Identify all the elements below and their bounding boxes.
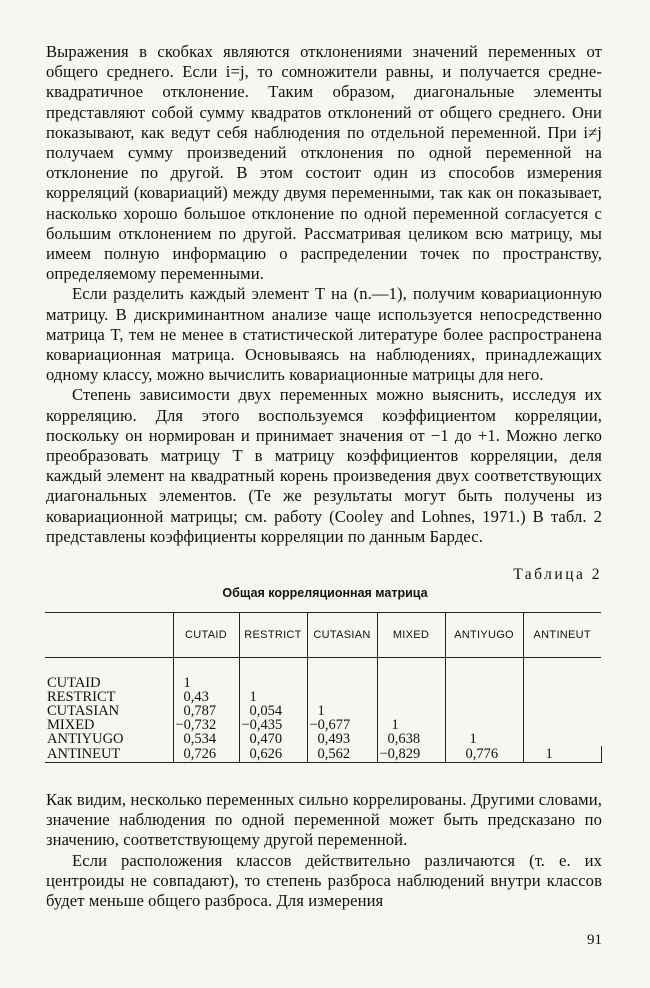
column-header: CUTASIAN	[307, 613, 377, 658]
table-cell: −0,435	[239, 718, 307, 732]
row-label: RESTRICT	[47, 689, 116, 705]
table-caption: Общая корреляционная матрица	[222, 586, 428, 600]
table-header-row	[45, 613, 601, 658]
table-cell: 0,470	[239, 732, 307, 746]
header-empty	[45, 613, 173, 658]
table-cell	[445, 718, 523, 732]
table-cell: 1	[239, 690, 307, 704]
paragraph-3: Степень зависимости двух переменных можно выяснить, исследуя их корреляцию. Для этого воспользуемся коэффициентом корреляции, поскольку он нормирован и принимает значения от −1 до +1. Можно легко преобразовать матрицу T в матрицу коэффициентов корреляции, деля каждый элемент на квадратный корень произведения двух соответствующих диагональных элементов. (Те же результаты могут быть получены из ковариационной матрицы; см. работу (Cooley and Lohnes, 1971.) В табл. 2 представлены коэффициенты корреляции по данным Бардес.	[46, 385, 602, 546]
table-cell: 1	[307, 704, 377, 718]
table-cell	[445, 676, 523, 690]
page-number: 91	[587, 932, 602, 948]
table-cell: −0,732	[173, 718, 239, 732]
table-cell: 0,726	[173, 746, 239, 763]
table-row	[45, 690, 601, 704]
column-header: MIXED	[377, 613, 445, 658]
table-cell: 0,054	[239, 704, 307, 718]
table-cell	[307, 690, 377, 704]
table-cell: 1	[523, 746, 601, 763]
table-cell: −0,829	[377, 746, 445, 763]
column-header: ANTIYUGO	[445, 613, 523, 658]
row-label: ANTIYUGO	[47, 731, 124, 747]
table-row	[45, 746, 601, 763]
table-cell: 0,776	[445, 746, 523, 763]
body-text-bottom	[46, 790, 602, 911]
table-cell	[307, 676, 377, 690]
table-label: Таблица 2	[513, 566, 602, 583]
correlation-table	[45, 612, 602, 763]
table-cell	[445, 690, 523, 704]
column-header: ANTINEUT	[523, 613, 601, 658]
paragraph-4: Как видим, несколько переменных сильно коррелированы. Другими словами, значение наблюдения по одной переменной может быть предсказано по значению, соответствующему другой переменной.	[46, 790, 602, 850]
table-cell	[377, 690, 445, 704]
paragraph-2: Если разделить каждый элемент T на (n.—1), получим ковариационную матрицу. В дискриминантном анализе чаще используется непосредственно матрица T, тем не менее в статистической литературе более распространена ковариационная матрица. Основываясь на наблюдениях, принадлежащих одному классу, можно вычислить ковариационные матрицы для него.	[46, 284, 602, 385]
paragraph-5: Если расположения классов действительно различаются (т. е. их центроиды не совпадают), то степень разброса наблюдений внутри классов будет меньше общего разброса. Для измерения	[46, 850, 602, 911]
table-row	[45, 676, 601, 690]
table-cell: −0,677	[307, 718, 377, 732]
table-cell	[523, 732, 601, 746]
table-cell	[445, 704, 523, 718]
paragraph-1: Выражения в скобках являются отклонениями значений переменных от общего среднего. Если i=j, то сомножители равны, и получается средне-квадратичное отклонение. Таким образом, диагональные элементы представляют собой сумму квадратов отклонений от общего среднего. Они показывают, как ведут себя наблюдения по отдельной переменной. При i≠j получаем сумму произведений отклонения по одной переменной на отклонение по другой. В этом состоит один из способов измерения корреляций (ковариаций) между двумя переменными, так как он показывает, насколько хорошо большое отклонение по одной переменной согласуется с большим отклонением по другой. Рассматривая целиком всю матрицу, мы имеем полную информацию о распределении точек по пространству, определяемому переменными.	[46, 42, 602, 284]
column-header: RESTRICT	[239, 613, 307, 658]
row-label: MIXED	[47, 717, 95, 733]
table-cell: 0,493	[307, 732, 377, 746]
table-cell: 1	[377, 718, 445, 732]
table-cell: 0,787	[173, 704, 239, 718]
column-header: CUTAID	[173, 613, 239, 658]
table-cell: 1	[445, 732, 523, 746]
table-cell: 0,626	[239, 746, 307, 763]
table-row	[45, 718, 601, 732]
row-label: CUTASIAN	[47, 703, 120, 719]
table-row	[45, 704, 601, 718]
table-cell: 1	[173, 676, 239, 690]
row-label: CUTAID	[47, 675, 101, 691]
table-cell	[377, 676, 445, 690]
table-row	[45, 732, 601, 746]
table-cell: 0,534	[173, 732, 239, 746]
table-cell	[523, 676, 601, 690]
row-label: ANTINEUT	[45, 746, 173, 763]
table-spacer-row	[45, 658, 601, 677]
table-cell	[377, 704, 445, 718]
table-cell: 0,638	[377, 732, 445, 746]
table-cell	[523, 704, 601, 718]
table-cell	[523, 690, 601, 704]
table-cell	[239, 676, 307, 690]
table-cell: 0,562	[307, 746, 377, 763]
table-cell	[523, 718, 601, 732]
table-cell: 0,43	[173, 690, 239, 704]
body-text-top	[46, 42, 602, 547]
